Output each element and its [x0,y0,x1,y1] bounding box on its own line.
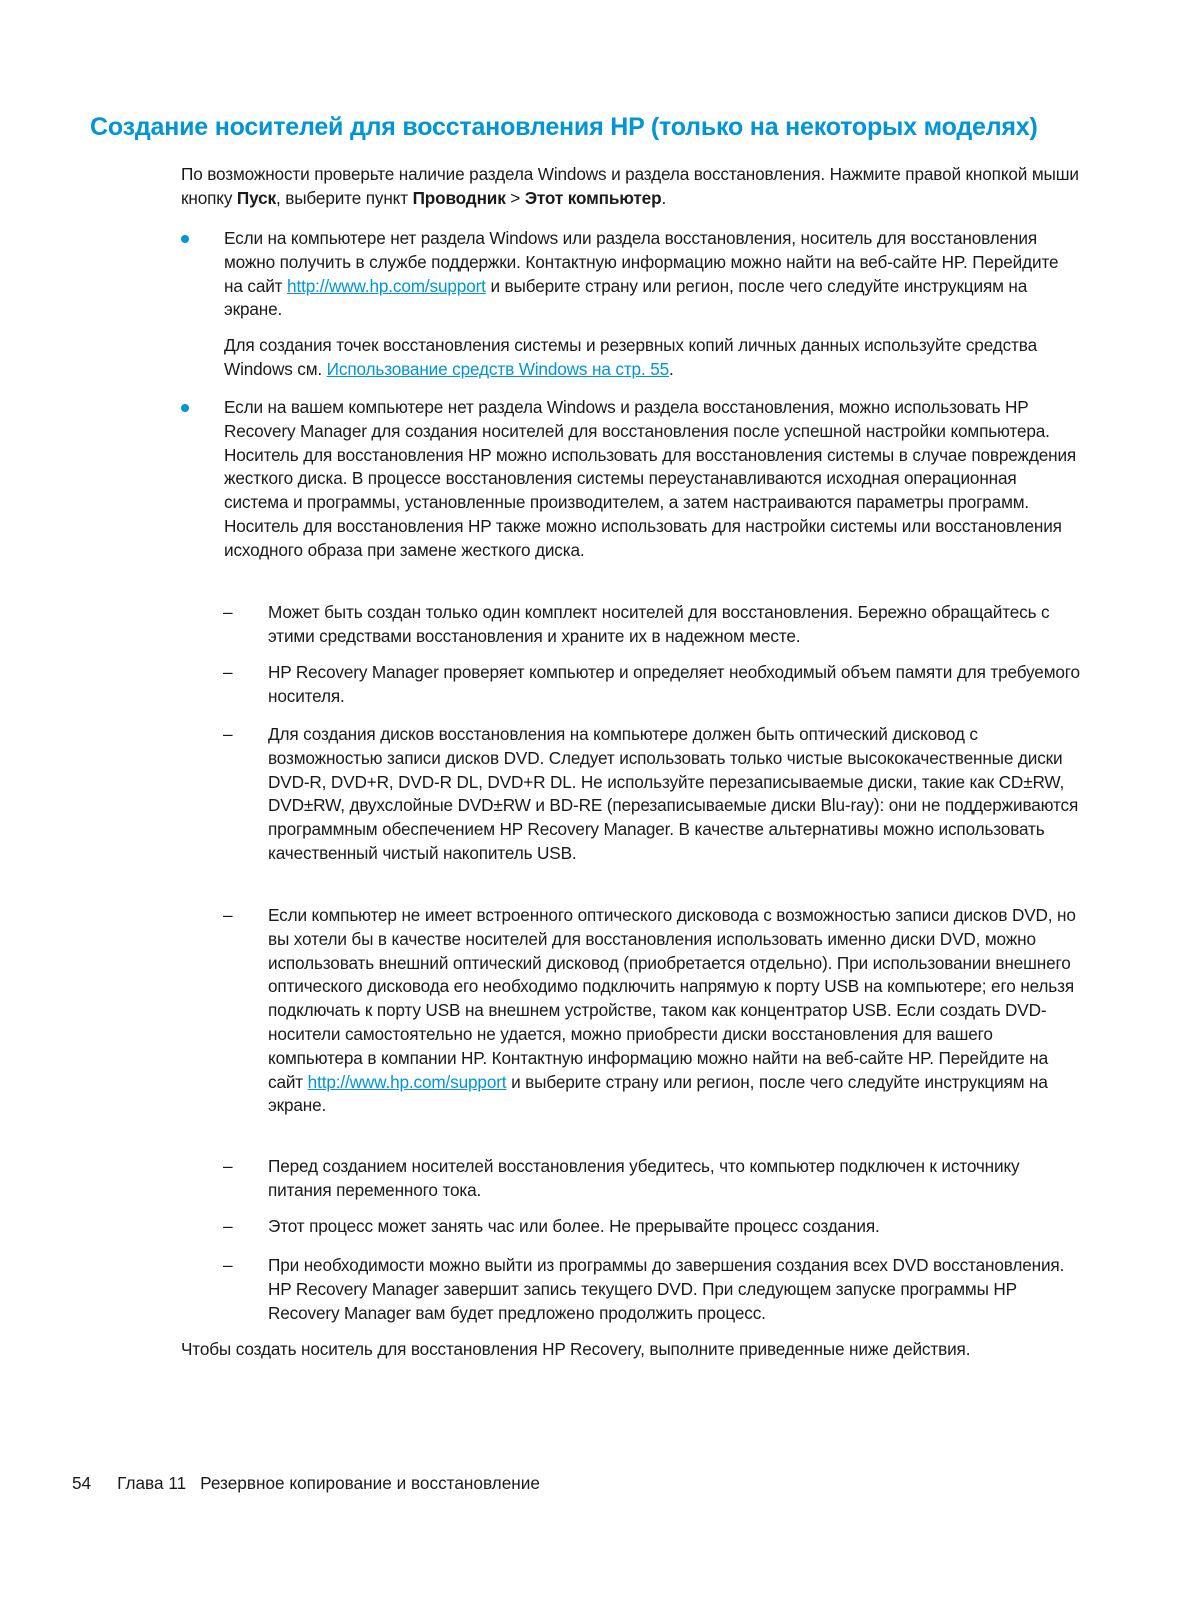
chapter-label: Глава 11 [117,1473,187,1493]
dash-text: Для создания дисков восстановления на компьютере должен быть оптический дисковод с возможностью записи дисков DVD. Следует использовать только чистые высококачественные диски DVD-R, DVD+R, DVD-R DL, DVD+R DL. Не используйте перезаписываемые диски, такие как CD±RW, DVD±RW, двухслойные DVD±RW и BD-RE (перезаписываемые диски Blu-ray): они не поддерживаются программным обеспечением HP Recovery Manager. В качестве альтернативы можно использовать качественный чистый накопитель USB. [268,724,1079,863]
dash-text: Этот процесс может занять час или более. Не прерывайте процесс создания. [268,1216,880,1236]
page-footer [72,1473,540,1494]
dash-icon: – [223,905,233,925]
dash-item-power [223,1155,1083,1203]
dash-text-part: Если компьютер не имеет встроенного оптического дисковода с возможностью записи дисков DVD, но вы хотели бы в качестве носителей для восстановления использовать именно диски DVD, можно использовать внешний оптический дисковод (приобретается отдельно). При использовании внешнего оптического дисковода его необходимо подключить напрямую к порту USB на компьютере; его нельзя подключать к порту USB на внешнем устройстве, таком как концентратор USB. Если создать DVD-носители самостоятельно не удается, можно приобрести диски восстановления для вашего компьютера в компании HP. Контактную информацию можно найти на веб-сайте HP. Перейдите на сайт [268,905,1076,1092]
dash-icon: – [223,1255,233,1275]
dash-icon: – [223,724,233,744]
intro-end: . [661,187,667,208]
sub-end: . [669,358,674,379]
hp-support-link[interactable]: http://www.hp.com/support [287,275,486,296]
dash-text: Может быть создан только один комплект носителей для восстановления. Бережно обращайтесь с этими средствами восстановления и храните их в надежном месте. [268,602,1050,646]
bullet-text-end: и выберите страну или регион, после чего следуйте инструкциям на экране. [224,275,1028,320]
dash-icon: – [223,602,233,622]
bullet-item-recovery-manager [181,396,1081,563]
bullet-sub-paragraph [224,334,1081,382]
windows-tools-link[interactable]: Использование средств Windows на стр. 55 [326,358,670,379]
intro-text: По возможности проверьте наличие раздела Windows и раздела восстановления. Нажмите правой кнопкой мыши кнопку [181,164,1079,208]
sub-text: Для создания точек восстановления системы и резервных копий личных данных используйте средства Windows см. [224,335,1037,379]
dash-item-external-drive [223,904,1083,1118]
bullet-dot-icon [181,404,189,412]
dash-item-duration [223,1215,1083,1239]
bullet-item-no-partition [181,227,1081,382]
dash-item-one-set [223,601,1083,649]
dash-text: HP Recovery Manager проверяет компьютер и определяет необходимый объем памяти для требуемого носителя. [268,662,1080,706]
chapter-title: Резервное копирование и восстановление [200,1473,540,1493]
intro-text-2: , выберите пункт [275,187,413,208]
dash-icon: – [223,1156,233,1176]
this-pc-term: Этот компьютер [524,187,662,208]
hp-support-link[interactable]: http://www.hp.com/support [307,1071,507,1092]
bullet-paragraph [224,227,1081,322]
start-button-term: Пуск [236,187,276,208]
dash-icon: – [223,662,233,682]
explorer-term: Проводник [412,187,506,208]
dash-text [268,904,1083,1118]
outro-paragraph: Чтобы создать носитель для восстановления HP Recovery, выполните приведенные ниже действия. [181,1339,971,1359]
page-number: 54 [72,1473,92,1493]
page-title: Создание носителей для восстановления HP (только на некоторых моделях) [90,113,1038,141]
dash-item-memory-check [223,661,1083,709]
bullet-dot-icon [181,235,189,243]
dash-text: Перед созданием носителей восстановления убедитесь, что компьютер подключен к источнику питания переменного тока. [268,1156,1020,1200]
intro-paragraph [181,163,1081,211]
bullet-paragraph: Если на вашем компьютере нет раздела Windows и раздела восстановления, можно использовать HP Recovery Manager для создания носителей для восстановления после успешной настройки компьютера. Носитель для восстановления HP можно использовать для восстановления системы в случае повреждения жесткого диска. В процессе восстановления системы переустанавливаются исходная операционная система и программы, установленные производителем, а затем настраиваются параметры программ. Носитель для восстановления HP также можно использовать для настройки системы или восстановления исходного образа при замене жесткого диска. [224,397,1077,560]
path-separator: > [505,187,525,208]
bullet-text: Если на компьютере нет раздела Windows или раздела восстановления, носитель для восстановления можно получить в службе поддержки. Контактную информацию можно найти на веб-сайте HP. Перейдите на сайт [224,228,1059,296]
dash-text-end: и выберите страну или регион, после чего следуйте инструкциям на экране. [268,1071,1048,1116]
dash-item-optical-drive [223,723,1083,866]
dash-icon: – [223,1216,233,1236]
dash-item-exit-program [223,1254,1083,1325]
dash-text: При необходимости можно выйти из программы до завершения создания всех DVD восстановления. HP Recovery Manager завершит запись текущего DVD. При следующем запуске программы HP Recovery Manager вам будет предложено продолжить процесс. [268,1255,1065,1323]
